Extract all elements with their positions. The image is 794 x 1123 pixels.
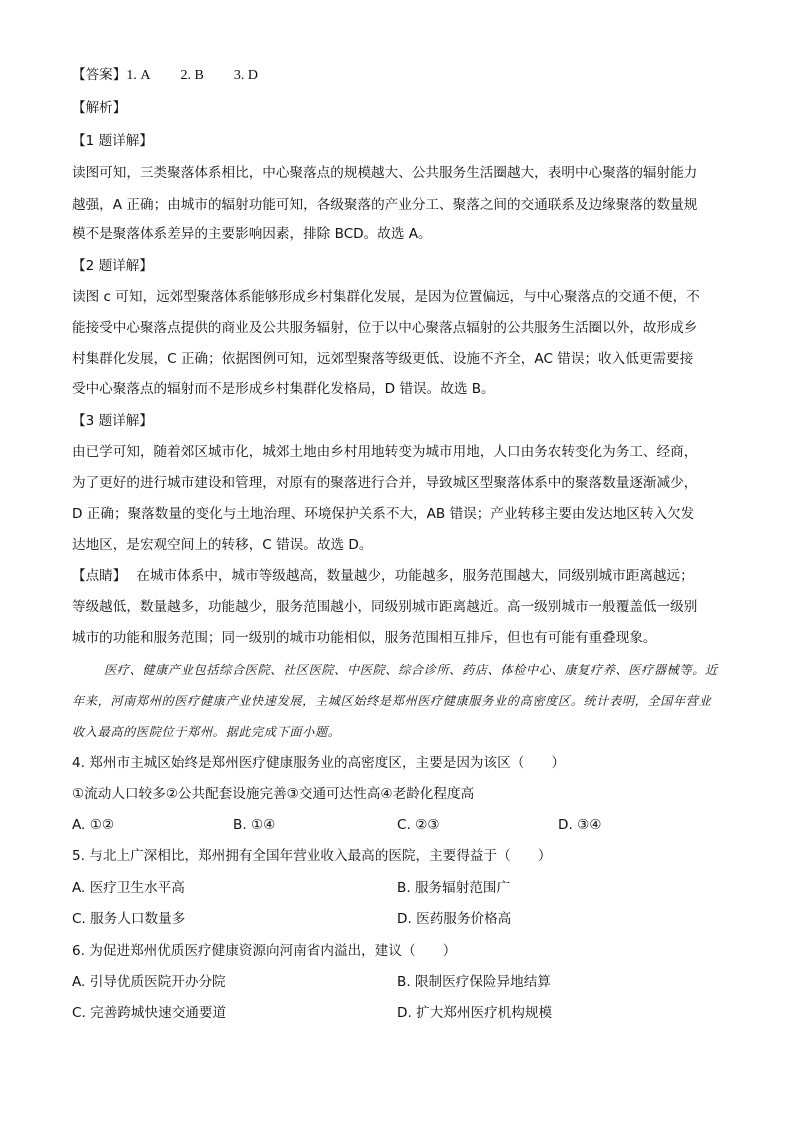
q3-text-line: 由已学可知，随着郊区城市化，城郊土地由乡村用地转变为城市用地，人口由务农转变化为务工、经商， [72, 444, 698, 460]
question-4-option-b[interactable]: B. ①④ [233, 817, 276, 833]
question-4-statements: ①流动人口较多②公共配套设施完善③交通可达性高④老龄化程度高 [72, 786, 475, 802]
q3-text-line: 为了更好的进行城市建设和管理，对原有的聚落进行合并，导致城区型聚落体系中的聚落数量逐渐减少， [72, 475, 698, 491]
tips-text-line: 城市的功能和服务范围；同一级别的城市功能相似，服务范围相互排斥，但也有可能有重叠现象。 [72, 630, 657, 646]
question-4-option-c[interactable]: C. ②③ [397, 817, 440, 833]
question-6-stem: 6. 为促进郑州优质医疗健康资源向河南省内溢出，建议（ ） [72, 943, 457, 959]
tips-text-line: 等级越低，数量越多，功能越少，服务范围越小，同级别城市距离越近。高一级别城市一般覆盖低一级别 [72, 599, 698, 615]
q1-heading: 【1 题详解】 [72, 133, 153, 149]
q2-text-line: 受中心聚落点的辐射而不是形成乡村集群化发格局，D 错误。故选 B。 [72, 381, 495, 397]
answer-item: 3. D [233, 68, 258, 83]
question-5-option-d[interactable]: D. 医药服务价格高 [397, 911, 512, 927]
q3-heading: 【3 题详解】 [72, 413, 153, 429]
answer-item: 1. A [126, 68, 151, 83]
question-4-option-a[interactable]: A. ①② [72, 817, 115, 833]
q1-text-line: 读图可知，三类聚落体系相比，中心聚落点的规模越大、公共服务生活圈越大，表明中心聚落的辐射能力 [72, 165, 698, 181]
q2-heading: 【2 题详解】 [72, 258, 153, 274]
question-4-stem: 4. 郑州市主城区始终是郑州医疗健康服务业的高密度区，主要是因为该区（ ） [72, 755, 566, 771]
q2-text-line: 村集群化发展，C 正确；依据图例可知，远郊型聚落等级更低、设施不齐全，AC 错误；收入低更需要接 [72, 351, 694, 367]
question-6-option-a[interactable]: A. 引导优质医院开办分院 [72, 974, 226, 990]
q1-text-line: 越强，A 正确；由城市的辐射功能可知，各级聚落的产业分工、聚落之间的交通联系及边缘聚落的数量规 [72, 197, 698, 213]
question-6-option-d[interactable]: D. 扩大郑州医疗机构规模 [397, 1005, 553, 1021]
question-5-option-c[interactable]: C. 服务人口数量多 [72, 911, 186, 927]
analysis-label: 【解析】 [72, 100, 127, 116]
answer-line [72, 66, 258, 85]
q2-text-line: 读图 c 可知，远郊型聚落体系能够形成乡村集群化发展，是因为位置偏远，与中心聚落点的交通不便，不 [72, 289, 700, 305]
question-5-option-a[interactable]: A. 医疗卫生水平高 [72, 880, 185, 896]
tips-text: 在城市体系中，城市等级越高，数量越少，功能越多，服务范围越大，同级别城市距离越远； [136, 568, 694, 584]
q3-text-line: D 正确；聚落数量的变化与土地治理、环境保护关系不大，AB 错误；产业转移主要由发达地区转入欠发 [72, 506, 695, 522]
material-paragraph: 医疗、健康产业包括综合医院、社区医院、中医院、综合诊所、药店、体检中心、康复疗养、医疗器械等。近年来，河南郑州的医疗健康产业快速发展，主城区始终是郑州医疗健康服务业的高密度区。统计表明，全国年营业收入最高的医院位于郑州。据此完成下面小题。 [72, 663, 718, 739]
q3-text-line: 达地区，是宏观空间上的转移，C 错误。故选 D。 [72, 537, 373, 553]
answer-item: 2. B [180, 68, 204, 83]
tips-line [72, 567, 694, 585]
answer-label: 【答案】 [72, 67, 127, 83]
question-4-option-d[interactable]: D. ③④ [558, 817, 602, 833]
tips-label: 【点睛】 [72, 568, 127, 584]
question-5-option-b[interactable]: B. 服务辐射范围广 [397, 880, 511, 896]
question-6-option-c[interactable]: C. 完善跨城快速交通要道 [72, 1005, 227, 1021]
question-6-option-b[interactable]: B. 限制医疗保险异地结算 [397, 974, 551, 990]
q1-text-line: 模不是聚落体系差异的主要影响因素，排除 BCD。故选 A。 [72, 226, 432, 242]
question-5-stem: 5. 与北上广深相比，郑州拥有全国年营业收入最高的医院，主要得益于（ ） [72, 848, 552, 864]
q2-text-line: 能接受中心聚落点提供的商业及公共服务辐射，位于以中心聚落点辐射的公共服务生活圈以外，故形成乡 [72, 320, 698, 336]
